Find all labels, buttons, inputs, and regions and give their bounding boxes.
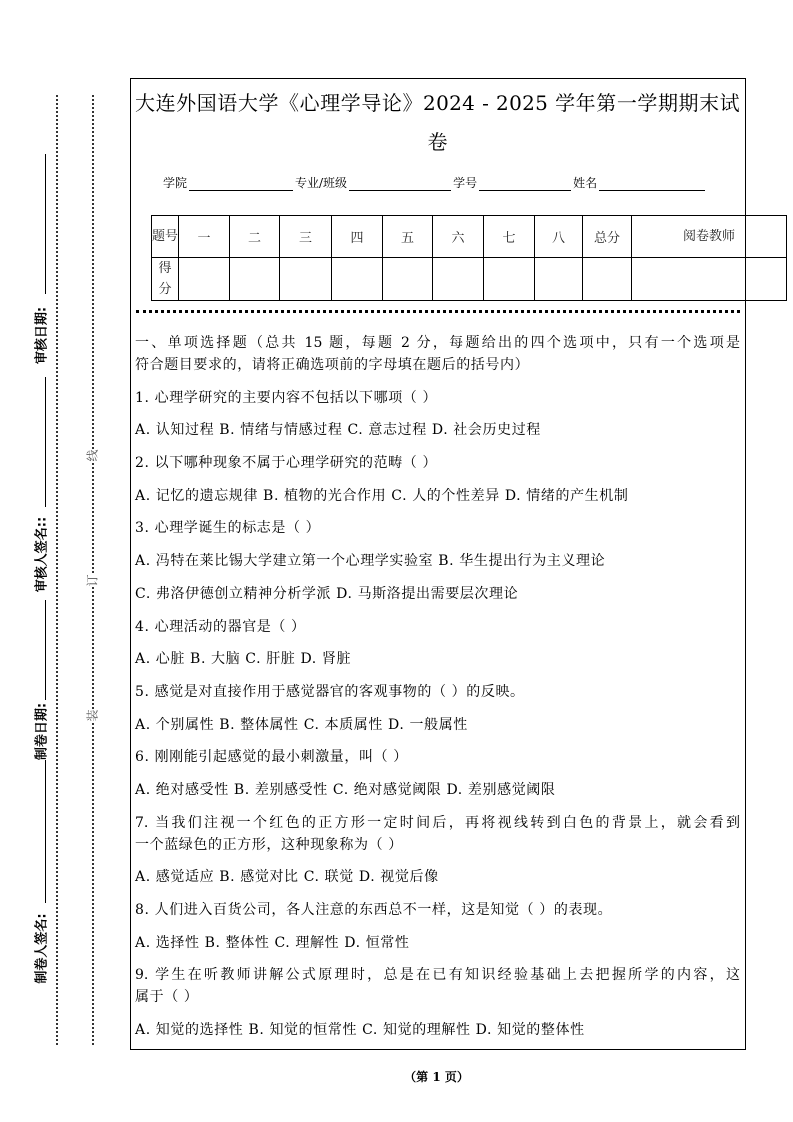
- answer-options: [135, 583, 740, 605]
- text-line: 3. 心理学诞生的标志是（ ）: [135, 520, 321, 537]
- question-stem: [135, 964, 740, 1008]
- score-cell[interactable]: [535, 258, 583, 301]
- header-cell: 三: [280, 216, 332, 258]
- major-class-field[interactable]: [349, 178, 451, 191]
- college-label: 学院: [163, 176, 188, 190]
- student-info-row: [163, 174, 707, 191]
- score-cell[interactable]: [383, 258, 433, 301]
- score-row-label: 得分: [152, 258, 179, 301]
- score-cell[interactable]: [230, 258, 280, 301]
- text-line: C. 弗洛伊德创立精神分析学派 D. 马斯洛提出需要层次理论: [135, 585, 519, 602]
- header-cell: 七: [484, 216, 535, 258]
- text-line: 6. 刚刚能引起感觉的最小刺激量，叫（ ）: [135, 749, 408, 766]
- score-cell[interactable]: [179, 258, 230, 301]
- page-number: （第 1 页）: [404, 1070, 469, 1084]
- answer-options: [135, 1019, 740, 1041]
- maker-sign-label: 制卷人签名:: [34, 913, 50, 984]
- text-line: 5. 感觉是对直接作用于感觉器官的客观事物的（ ）的反映。: [135, 683, 525, 700]
- signature-line: [45, 760, 46, 903]
- signature-line: [45, 154, 46, 294]
- question-stem: [135, 616, 740, 638]
- header-cell: 六: [433, 216, 484, 258]
- header-cell: 二: [230, 216, 280, 258]
- name-field[interactable]: [599, 178, 705, 191]
- text-line: 7. 当我们注视一个红色的正方形一定时间后，再将视线转到白色的背景上，就会看到: [135, 814, 740, 831]
- reviewer-sign-label: 审核人签名::: [34, 516, 50, 593]
- dotted-separator: [136, 310, 740, 313]
- answer-options: [135, 648, 740, 670]
- binding-mark-staple: 订: [85, 574, 100, 587]
- text-line: 1. 心理学研究的主要内容不包括以下哪项（ ）: [135, 389, 438, 406]
- text-line: A. 知觉的选择性 B. 知觉的恒常性 C. 知觉的理解性 D. 知觉的整体性: [135, 1022, 585, 1039]
- text-line: 一个蓝绿色的正方形，这种现象称为（ ）: [135, 836, 403, 853]
- binding-dotted-line-outer: [56, 95, 58, 1045]
- header-cell: 一: [179, 216, 230, 258]
- question-stem: [135, 746, 740, 768]
- score-cell[interactable]: [484, 258, 535, 301]
- header-cell: 五: [383, 216, 433, 258]
- score-cell[interactable]: [332, 258, 383, 301]
- text-line: 4. 心理活动的器官是（ ）: [135, 618, 306, 635]
- student-id-field[interactable]: [479, 178, 571, 191]
- college-field[interactable]: [189, 178, 293, 191]
- question-stem: [135, 517, 740, 539]
- signature-line: [45, 377, 46, 507]
- text-line: A. 认知过程 B. 情绪与情感过程 C. 意志过程 D. 社会历史过程: [135, 422, 541, 439]
- answer-options: [135, 932, 740, 954]
- header-cell: 题号: [152, 216, 179, 258]
- binding-mark-line: 线: [85, 449, 100, 462]
- score-cell[interactable]: [433, 258, 484, 301]
- score-table-header-row: [152, 216, 787, 258]
- score-cell[interactable]: [632, 258, 787, 301]
- answer-options: [135, 779, 740, 801]
- binding-mark-bind: 装: [85, 709, 100, 722]
- exam-title-continued: 卷: [427, 130, 448, 154]
- score-cell[interactable]: [583, 258, 632, 301]
- text-line: 一、单项选择题（总共 15 题，每题 2 分，每题给出的四个选项中，只有一个选项是: [135, 335, 740, 351]
- text-line: A. 感觉适应 B. 感觉对比 C. 联觉 D. 视觉后像: [135, 869, 439, 886]
- text-line: 符合题目要求的，请将正确选项前的字母填在题后的括号内）: [135, 357, 530, 373]
- questions-section: [135, 332, 740, 1052]
- question-stem: [135, 812, 740, 856]
- answer-options: [135, 550, 740, 572]
- text-line: A. 心脏 B. 大脑 C. 肝脏 D. 肾脏: [135, 651, 352, 668]
- answer-options: [135, 485, 740, 507]
- question-stem: [135, 899, 740, 921]
- text-line: 8. 人们进入百货公司，各人注意的东西总不一样，这是知觉（ ）的表现。: [135, 902, 613, 918]
- question-stem: [135, 387, 740, 409]
- header-cell: 四: [332, 216, 383, 258]
- header-cell: 总分: [583, 216, 632, 258]
- text-line: 属于（ ）: [135, 989, 199, 1006]
- text-line: A. 绝对感受性 B. 差别感受性 C. 绝对感觉阈限 D. 差别感觉阈限: [135, 781, 556, 798]
- answer-options: [135, 866, 740, 888]
- text-line: A. 选择性 B. 整体性 C. 理解性 D. 恒常性: [135, 934, 410, 951]
- header-cell: 八: [535, 216, 583, 258]
- text-line: 2. 以下哪种现象不属于心理学研究的范畴（ ）: [135, 455, 438, 472]
- text-line: A. 冯特在莱比锡大学建立第一个心理学实验室 B. 华生提出行为主义理论: [135, 553, 606, 570]
- text-line: A. 个别属性 B. 整体属性 C. 本质属性 D. 一般属性: [135, 716, 468, 733]
- question-stem: [135, 681, 740, 703]
- score-table-score-row: [152, 258, 787, 301]
- major-class-label: 专业/班级: [295, 176, 348, 190]
- score-cell[interactable]: [280, 258, 332, 301]
- question-stem: [135, 452, 740, 474]
- answer-options: [135, 419, 740, 441]
- signature-line: [45, 600, 46, 700]
- name-label: 姓名: [573, 176, 598, 190]
- text-line: A. 记忆的遗忘规律 B. 植物的光合作用 C. 人的个性差异 D. 情绪的产生机制: [135, 487, 629, 504]
- answer-options: [135, 714, 740, 736]
- section-instructions: [135, 332, 740, 376]
- student-id-label: 学号: [453, 176, 478, 190]
- binding-dotted-line-inner: [92, 95, 94, 1045]
- score-table: [151, 215, 787, 301]
- make-date-label: 制卷日期:: [34, 702, 50, 761]
- exam-title: 大连外国语大学《心理学导论》2024 - 2025 学年第一学期期末试: [135, 91, 740, 115]
- text-line: 9. 学生在听教师讲解公式原理时，总是在已有知识经验基础上去把握所学的内容，这: [135, 967, 740, 984]
- review-date-label: 审核日期:: [34, 306, 50, 365]
- header-cell: 阅卷教师: [632, 216, 787, 258]
